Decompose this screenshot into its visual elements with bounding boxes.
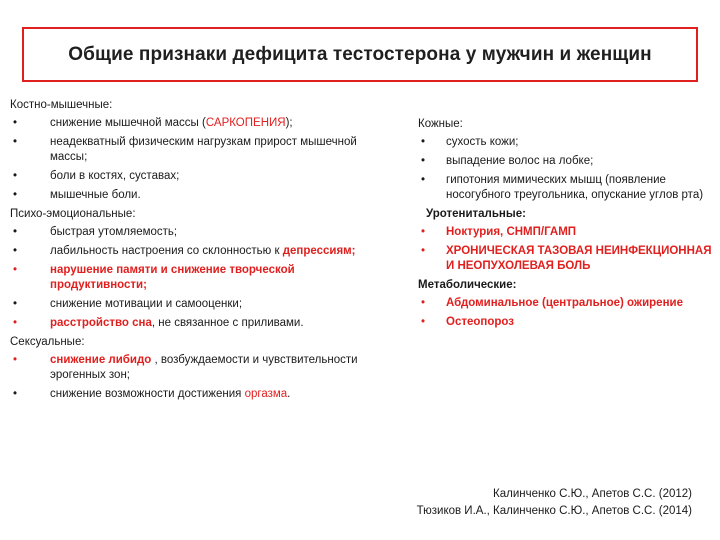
section-heading: Костно-мышечные: [10, 99, 113, 111]
item-text: сухость кожи; [446, 136, 519, 148]
title-box [22, 27, 698, 82]
item-text: нарушение памяти и снижение творческой продуктивности; [50, 264, 295, 291]
reference-2: Тюзиков И.А., Калинченко С.Ю., Апетов С.С. (2014) [416, 505, 692, 517]
section-list [418, 296, 713, 330]
bullet-icon: • [13, 189, 18, 201]
list-item [418, 315, 713, 330]
bullet-icon: • [421, 316, 426, 328]
section-heading: Уротенитальные: [426, 208, 526, 220]
item-text: ХРОНИЧЕСКАЯ ТАЗОВАЯ НЕИНФЕКЦИОННАЯ И НЕОПУХОЛЕВАЯ БОЛЬ [446, 245, 712, 272]
item-text: САРКОПЕНИЯ [205, 117, 286, 129]
right-column [418, 117, 713, 334]
left-column [10, 98, 360, 406]
item-text: Ноктурия, СНМП/ГАМП [446, 226, 577, 238]
list-item [10, 116, 360, 131]
list-item [10, 263, 360, 293]
list-item [10, 387, 360, 402]
item-text: депрессиям; [282, 245, 356, 257]
section-list [10, 116, 360, 203]
list-item [10, 188, 360, 203]
item-text: мышечные боли. [50, 189, 141, 201]
item-text: Абдоминальное (центральное) ожирение [446, 297, 683, 309]
section-list [418, 225, 713, 274]
section-heading: Кожные: [418, 118, 463, 130]
bullet-icon: • [13, 226, 18, 238]
list-item [10, 225, 360, 240]
list-item [10, 297, 360, 312]
bullet-icon: • [421, 245, 426, 257]
item-text: ); [285, 117, 293, 129]
item-text: снижение мотивации и самооценки; [50, 298, 243, 310]
bullet-icon: • [421, 174, 426, 186]
bullet-icon: • [421, 297, 426, 309]
item-text: боли в костях, суставах; [50, 170, 180, 182]
section-heading: Сексуальные: [10, 336, 85, 348]
list-item [418, 244, 713, 274]
section-list [418, 135, 713, 203]
list-item [10, 169, 360, 184]
list-item [418, 225, 713, 240]
list-item [10, 135, 360, 165]
item-text: выпадение волос на лобке; [446, 155, 594, 167]
list-item [418, 135, 713, 150]
bullet-icon: • [13, 117, 18, 129]
list-item [10, 244, 360, 259]
bullet-icon: • [13, 264, 18, 276]
item-text: , возбуждаемости и чувствительности эрогенных зон; [50, 354, 358, 381]
bullet-icon: • [13, 354, 18, 366]
item-text: неадекватный физическим нагрузкам прирост мышечной массы; [50, 136, 357, 163]
slide-title: Общие признаки дефицита тестостерона у мужчин и женщин [68, 43, 652, 65]
item-text: снижение мышечной массы ( [50, 117, 206, 129]
bullet-icon: • [13, 388, 18, 400]
bullet-icon: • [13, 245, 18, 257]
item-text: . [287, 388, 291, 400]
bullet-icon: • [13, 136, 18, 148]
item-text: гипотония мимических мышц (появление носогубного треугольника, опускание углов рта) [446, 174, 704, 201]
section-heading: Психо-эмоциональные: [10, 208, 136, 220]
list-item [418, 173, 713, 203]
item-text: оргазма [244, 388, 288, 400]
section-list [10, 225, 360, 331]
item-text: снижение возможности достижения [50, 388, 245, 400]
bullet-icon: • [421, 136, 426, 148]
section-heading: Метаболические: [418, 279, 517, 291]
reference-1: Калинченко С.Ю., Апетов С.С. (2012) [493, 488, 692, 500]
references [417, 486, 692, 520]
item-text: снижение либидо [50, 354, 152, 366]
list-item [10, 316, 360, 331]
item-text: , не связанное с приливами. [151, 317, 304, 329]
bullet-icon: • [421, 155, 426, 167]
list-item [418, 296, 713, 311]
item-text: расстройство сна [50, 317, 152, 329]
list-item [10, 353, 360, 383]
bullet-icon: • [13, 170, 18, 182]
item-text: Остеопороз [446, 316, 514, 328]
section-list [10, 353, 360, 402]
bullet-icon: • [421, 226, 426, 238]
item-text: быстрая утомляемость; [50, 226, 178, 238]
list-item [418, 154, 713, 169]
item-text: лабильность настроения со склонностью к [50, 245, 283, 257]
bullet-icon: • [13, 298, 18, 310]
bullet-icon: • [13, 317, 18, 329]
